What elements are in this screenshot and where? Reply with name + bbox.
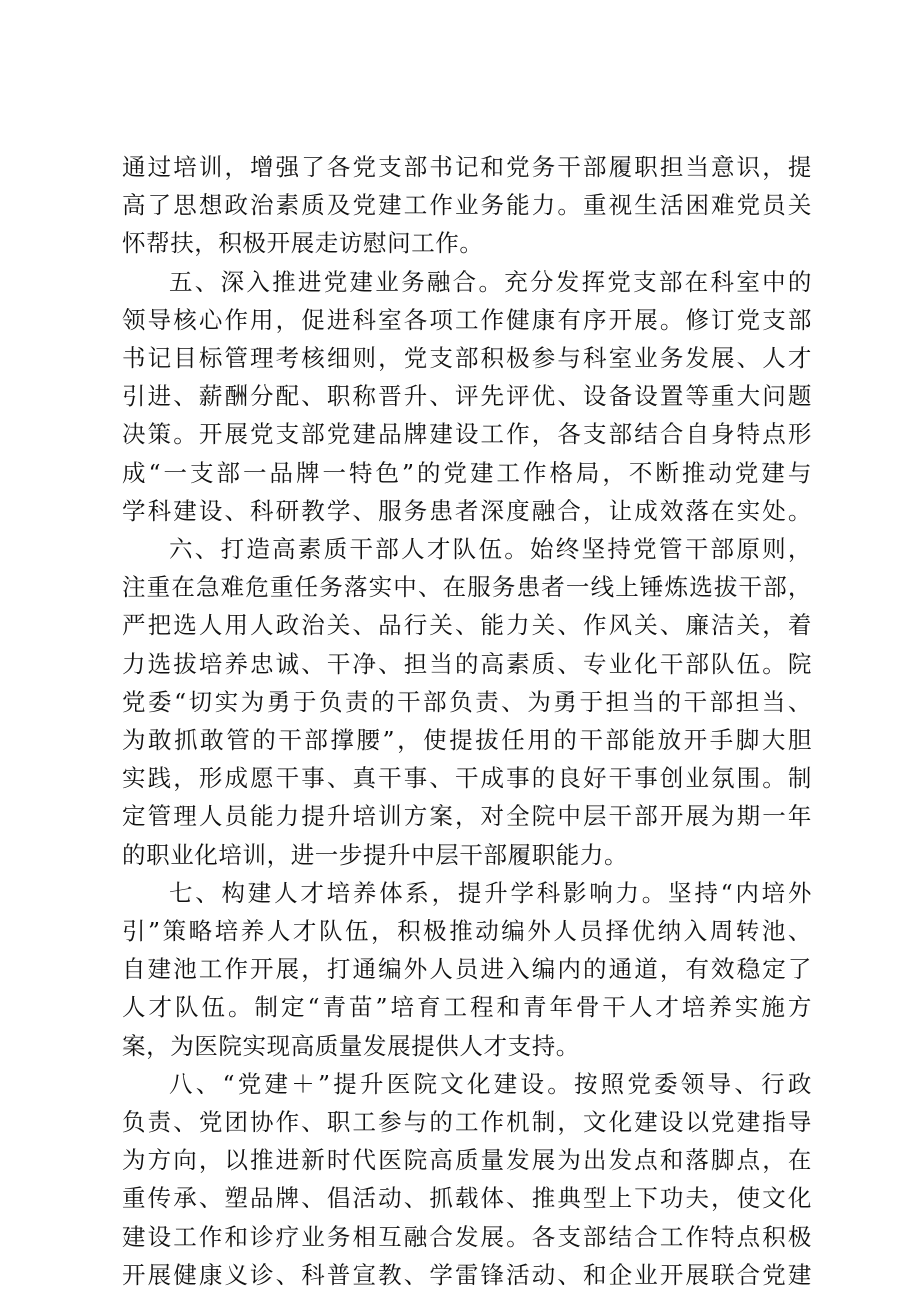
document-body: [122, 148, 812, 1294]
text-line: 学科建设、科研教学、服务患者深度融合，让成效落在实处。: [122, 496, 812, 525]
text-line: 七、构建人才培养体系，提升学科影响力。坚持“内培外: [169, 878, 812, 907]
paragraph-section-eight: [122, 1065, 812, 1294]
text-line: 的职业化培训，进一步提升中层干部履职能力。: [122, 840, 629, 869]
text-line: 重传承、塑品牌、倡活动、抓载体、推典型上下功夫，使文化: [122, 1184, 812, 1213]
text-line: 力选拔培养忠诚、干净、担当的高素质、专业化干部队伍。院: [122, 649, 812, 678]
text-line: 为方向，以推进新时代医院高质量发展为出发点和落脚点，在: [122, 1146, 812, 1175]
paragraph-section-five: [122, 263, 812, 530]
text-line: 自建池工作开展，打通编外人员进入编内的通道，有效稳定了: [122, 955, 812, 984]
text-line: 成“一支部一品牌一特色”的党建工作格局，不断推动党建与: [122, 458, 812, 487]
text-line: 引进、薪酬分配、职称晋升、评先评优、设备设置等重大问题: [122, 382, 812, 411]
paragraph-continued: [122, 148, 812, 263]
text-line: 六、打造高素质干部人才队伍。始终坚持党管干部原则，: [169, 535, 812, 564]
text-line: 注重在急难危重任务落实中、在服务患者一线上锤炼选拔干部，: [122, 573, 812, 602]
text-line: 案，为医院实现高质量发展提供人才支持。: [122, 1031, 580, 1060]
text-line: 高了思想政治素质及党建工作业务能力。重视生活困难党员关: [122, 191, 812, 220]
text-line: 引”策略培养人才队伍，积极推动编外人员择优纳入周转池、: [122, 917, 812, 946]
text-line: 决策。开展党支部党建品牌建设工作，各支部结合自身特点形: [122, 420, 812, 449]
text-line: 建设工作和诊疗业务相互融合发展。各支部结合工作特点积极: [122, 1222, 812, 1251]
text-line: 八、“党建＋”提升医院文化建设。按照党委领导、行政: [169, 1069, 812, 1098]
text-line: 负责、党团协作、职工参与的工作机制，文化建设以党建指导: [122, 1108, 812, 1137]
paragraph-section-six: [122, 530, 812, 874]
text-line: 领导核心作用，促进科室各项工作健康有序开展。修订党支部: [122, 305, 812, 334]
text-line: 严把选人用人政治关、品行关、能力关、作风关、廉洁关，着: [122, 611, 812, 640]
text-line: 怀帮扶，积极开展走访慰问工作。: [122, 229, 484, 258]
text-line: 五、深入推进党建业务融合。充分发挥党支部在科室中的: [169, 267, 812, 296]
paragraph-section-seven: [122, 874, 812, 1065]
text-line: 开展健康义诊、科普宣教、学雷锋活动、和企业开展联合党建: [122, 1260, 812, 1289]
text-line: 党委“切实为勇于负责的干部负责、为勇于担当的干部担当、: [122, 687, 812, 716]
text-line: 实践，形成愿干事、真干事、干成事的良好干事创业氛围。制: [122, 764, 812, 793]
text-line: 人才队伍。制定“青苗”培育工程和青年骨干人才培养实施方: [122, 993, 812, 1022]
text-line: 通过培训，增强了各党支部书记和党务干部履职担当意识，提: [122, 153, 812, 181]
text-line: 定管理人员能力提升培训方案，对全院中层干部开展为期一年: [122, 802, 812, 831]
text-line: 为敢抓敢管的干部撑腰”，使提拔任用的干部能放开手脚大胆: [122, 726, 812, 755]
text-line: 书记目标管理考核细则，党支部积极参与科室业务发展、人才: [122, 344, 812, 373]
